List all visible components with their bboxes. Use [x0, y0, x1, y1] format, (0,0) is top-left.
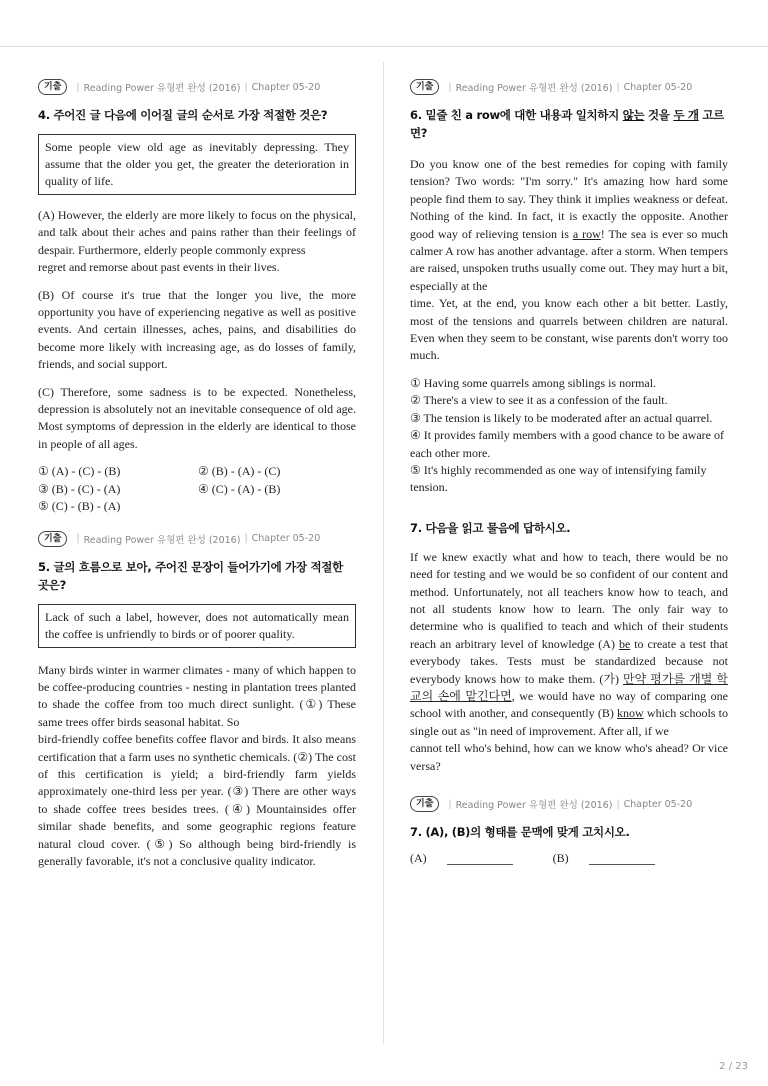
chapter-label: Chapter 05-20	[251, 533, 321, 544]
source-label: Reading Power 유형편 완성 (2016)	[83, 534, 241, 546]
question-5-title: 5. 글의 흐름으로 보아, 주어진 문장이 들어가기에 가장 적절한 곳은?	[38, 559, 343, 592]
q4-paragraph-c: (C) Therefore, some sadness is to be expected. Nonetheless, depression is absolutely not an inevitable consequence of old age. Most symptoms of depression in the elderly are identical to those in people of all ages.	[38, 384, 356, 451]
left-column	[38, 78, 356, 880]
q6-options	[410, 375, 728, 497]
source-label: Reading Power 유형편 완성 (2016)	[83, 83, 241, 94]
past-exam-badge: 기출	[38, 79, 67, 95]
q4-options	[38, 463, 356, 515]
q5-source-row: 기출 | Reading Power 유형편 완성 (2016) | Chapter 05-20	[38, 530, 356, 548]
question-5-given-sentence: Lack of such a label, however, does not automatically mean the coffee is unfriendly to birds or of poorer quality.	[38, 604, 356, 648]
answer-b-blank[interactable]	[589, 852, 655, 865]
answer-b-label: (B)	[552, 851, 569, 865]
source-label: Reading Power 유형편 완성 (2016)	[455, 800, 613, 811]
answer-a-blank[interactable]	[447, 852, 513, 865]
q4-paragraph-b: (B) Of course it's true that the longer you live, the more opportunity you have of experiencing negative as well as positive events. And certain illnesses, aches, pains, and disabilities do become more likely with increasing age, as do losses of family, friends, and social support.	[38, 287, 356, 372]
a-row-underline: a row	[572, 226, 601, 241]
right-column	[410, 78, 728, 866]
chapter-label: Chapter 05-20	[623, 798, 693, 810]
past-exam-badge: 기출	[410, 79, 439, 95]
q4-option-5[interactable]: ⑤ (C) - (B) - (A)	[38, 499, 121, 514]
question-6-title: 6. 밑줄 친 a row에 대한 내용과 일치하지 않는 것을 두 개 고르면?	[410, 108, 724, 140]
q4-option-4[interactable]: ④ (C) - (A) - (B)	[198, 481, 281, 496]
chapter-label: Chapter 05-20	[251, 81, 321, 93]
q6-option-5[interactable]: ⑤ It's highly recommended as one way of intensifying family tension.	[410, 462, 707, 495]
answer-blanks	[410, 851, 728, 866]
q6-option-3[interactable]: ③ The tension is likely to be moderated after an actual quarrel.	[410, 410, 713, 425]
past-exam-badge: 기출	[410, 796, 439, 812]
past-exam-badge: 기출	[38, 531, 67, 547]
q4-source-row: 기출 | Reading Power 유형편 완성 (2016) | Chapter 05-20	[38, 78, 356, 96]
question-4-given-text: Some people view old age as inevitably depressing. They assume that the older you get, the greater the deterioration in quality of life.	[38, 134, 356, 195]
q7-passage: If we knew exactly what and how to teach, there would be no need for testing and we would be so confident of our content and method. Unfortunately, not all teachers know how to teach, and not all students know how to learn. The only fair way to determine who is qualified to teach and which of their students reach an arbitrary level of knowledge (A) be to create a test that everybody takes. Tests must be standardized because not everybody knows how to make them. (가) 만약 평가를 개별 학교의 손에 맡긴다면, we would have no way of comparing one school with another, and consequently (B) know which schools to single out as "in need of improvement. After all, if we cannot tell who's behind, how can we know who's ahead? Or vice versa?	[410, 549, 728, 773]
q6-passage: Do you know one of the best remedies for coping with family tension? Two words: "I'm sorry." It's amazing how hard some people find them to say. They think it implies weakness or defeat. Nothing of the kind. In fact, it is exactly the opposite. Another good way of relieving tension is a row! The sea is ever so much calmer A row has another advantage. after a storm. When tempers are raised, unspoken truths usually come out. They may hurt a bit, especially at the time. Yet, at the end, you know each other a bit better. Lastly, most of the tensions and quarrels between children are natural. Even when they seem to be constant, wise parents don't worry too much.	[410, 157, 728, 363]
column-divider	[383, 62, 384, 1044]
q4-option-1[interactable]: ① (A) - (C) - (B)	[38, 464, 121, 479]
question-7-sub-title: 7. (A), (B)의 형태를 문맥에 맞게 고치시오.	[410, 825, 630, 839]
q4-paragraph-a: (A) However, the elderly are more likely to focus on the physical, and talk about their aches and pains rather than their feelings of despair. Furthermore, elderly people commonly express regret and remorse about past events in their lives.	[38, 208, 356, 275]
q4-option-3[interactable]: ③ (B) - (C) - (A)	[38, 481, 121, 496]
q6-option-2[interactable]: ② There's a view to see it as a confession of the fault.	[410, 393, 668, 408]
q6-source-row: 기출 | Reading Power 유형편 완성 (2016) | Chapter 05-20	[410, 78, 728, 96]
answer-a-label: (A)	[410, 851, 427, 865]
q6-option-4[interactable]: ④ It provides family members with a good chance to be aware of each other more.	[410, 428, 724, 460]
q4-option-2[interactable]: ② (B) - (A) - (C)	[198, 464, 281, 479]
chapter-label: Chapter 05-20	[623, 81, 693, 93]
q5-passage: Many birds winter in warmer climates - many of which happen to be coffee-producing countries - nesting in plantation trees planted to shade the coffee from too much direct sunlight. (①) These same trees offer birds seasonal habitat. So bird-friendly coffee benefits coffee flavor and birds. It also means certification that a farm uses no synthetic chemicals. (②) The cost of this certification is yield; a bird-friendly farm yields approximately one-third less per year. (③) There are other ways to shade coffee trees besides trees. (④) Mountainsides offer similar shade benefits, and some geographic regions feature natural cloud cover. (⑤) So although being bird-friendly is generally favorable, it's not a conclusive quality indicator.	[38, 662, 356, 868]
question-7-title: 7. 다음을 읽고 물음에 답하시오.	[410, 520, 571, 535]
source-label: Reading Power 유형편 완성 (2016)	[455, 83, 613, 94]
page-number: 2 / 23	[719, 1061, 748, 1072]
q7sub-source-row: 기출 | Reading Power 유형편 완성 (2016) | Chapter 05-20	[410, 795, 728, 813]
header-rule	[0, 46, 768, 47]
question-4-title: 4. 주어진 글 다음에 이어질 글의 순서로 가장 적절한 것은?	[38, 108, 328, 122]
q6-option-1[interactable]: ① Having some quarrels among siblings is normal.	[410, 375, 657, 390]
